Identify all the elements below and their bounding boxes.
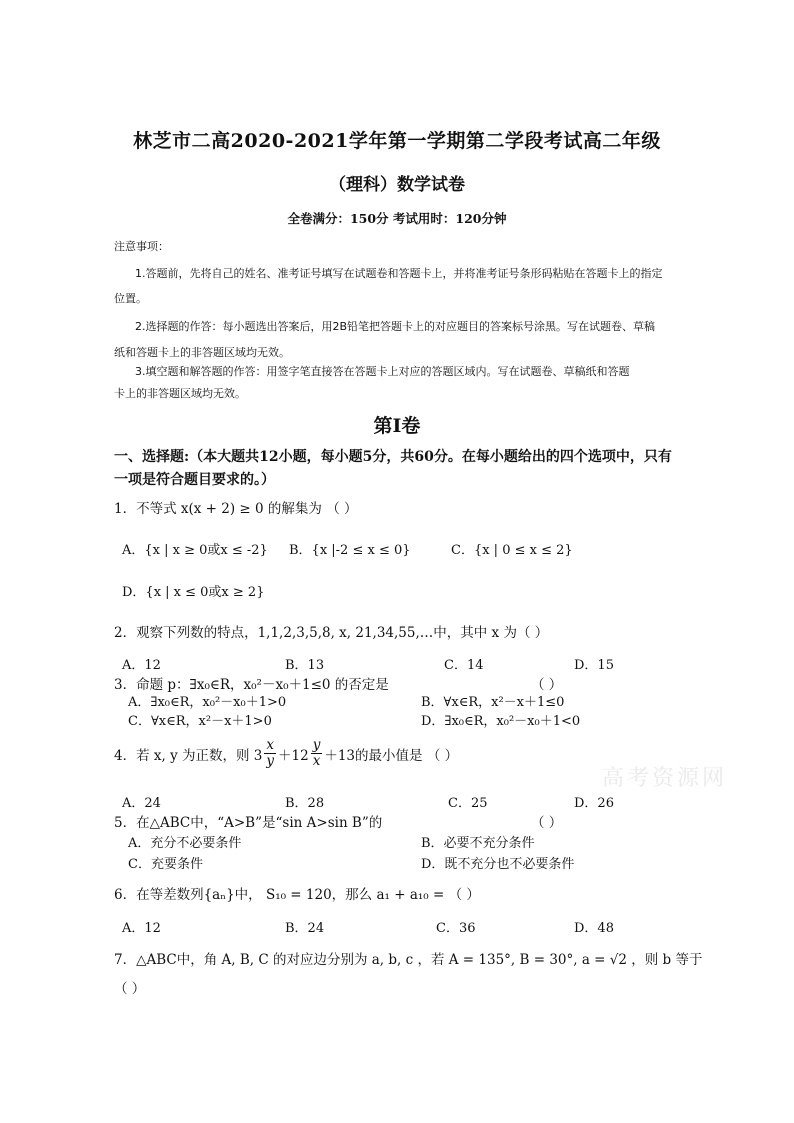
question-3-answer-paren: （ ） — [531, 677, 563, 693]
question-6-option-a: A．12 — [122, 921, 161, 936]
question-4-stem-mid: ＋12 — [278, 747, 309, 764]
fraction-x-over-y-numerator: x — [266, 737, 274, 753]
fraction-y-over-x-denominator: x — [312, 753, 321, 769]
fraction-y-over-x — [311, 738, 323, 769]
fraction-x-over-y-denominator: y — [266, 753, 275, 769]
question-1-stem: 1．不等式 x(x + 2) ≥ 0 的解集为 （ ） — [114, 501, 358, 517]
question-6-option-c: C．36 — [436, 921, 476, 936]
question-4-stem-pre: 4．若 x, y 为正数，则 3 — [114, 747, 263, 764]
question-6-option-b: B．24 — [285, 921, 325, 936]
question-5-stem: 5．在△ABC中，“A>B”是“sin A>sin B”的 — [114, 815, 383, 831]
watermark: 高考资源网 — [602, 766, 728, 791]
question-5-option-b: B．必要不充分条件 — [421, 836, 535, 851]
question-1-option-c: C．{x | 0 ≤ x ≤ 2} — [451, 543, 573, 558]
question-2-stem: 2．观察下列数的特点，1,1,2,3,5,8, x, 21,34,55,…中，其中 x 为（ ） — [114, 625, 549, 641]
question-5-option-a: A．充分不必要条件 — [128, 836, 242, 851]
question-3-stem: 3．命题 p：∃x₀∈R，x₀²－x₀＋1≤0 的否定是 — [114, 677, 389, 693]
question-3-option-c: C．∀x∈R，x²－x＋1>0 — [128, 714, 272, 729]
volume-heading: 第Ⅰ卷 — [373, 415, 421, 437]
note-2-line-1: 2.选择题的作答：每小题选出答案后，用2B铅笔把答题卡上的对应题目的答案标号涂黑。写在试题卷、草稿 — [135, 320, 656, 333]
question-5-option-c: C．充要条件 — [128, 857, 203, 872]
question-3-option-a: A．∃x₀∈R，x₀²－x₀＋1>0 — [128, 695, 287, 710]
question-2-option-c: C．14 — [444, 658, 484, 673]
question-7-answer-paren: （ ） — [114, 981, 146, 997]
note-2-line-2: 纸和答题卡上的非答题区域均无效。 — [114, 346, 290, 359]
question-4-option-c: C．25 — [448, 796, 488, 811]
question-6-option-d: D．48 — [574, 921, 614, 936]
question-2-option-b: B．13 — [285, 658, 325, 673]
question-7-stem: 7．△ABC中，角 A, B, C 的对应边分别为 a, b, c ，若 A = 135°, B = 30°, a = √2 ，则 b 等于 — [114, 952, 703, 968]
question-1-option-d: D．{x | x ≤ 0或x ≥ 2} — [122, 585, 265, 600]
question-4-stem-post: ＋13的最小值是 （ ） — [324, 747, 459, 764]
question-4-option-d: D．26 — [574, 796, 614, 811]
note-3-line-2: 卡上的非答题区域均无效。 — [114, 387, 246, 400]
question-3-option-d: D．∃x₀∈R，x₀²－x₀＋1<0 — [421, 714, 581, 729]
note-1-line-1: 1.答题前，先将自己的姓名、准考证号填写在试题卷和答题卡上，并将准考证号条形码粘贴在答题卡上的指定 — [135, 267, 663, 280]
fraction-y-over-x-numerator: y — [312, 737, 321, 753]
fraction-x-over-y — [264, 738, 276, 769]
question-5-option-d: D．既不充分也不必要条件 — [421, 857, 575, 872]
section-heading-line-1: 一、选择题:（本大题共12小题，每小题5分，共60分。在每小题给出的四个选项中，只有 — [114, 449, 672, 465]
question-6-stem: 6．在等差数列{aₙ}中， S₁₀ = 120，那么 a₁ + a₁₀ = （ ） — [114, 887, 480, 903]
notes-heading: 注意事项： — [114, 240, 169, 253]
question-1-option-a: A．{x | x ≥ 0或x ≤ -2} — [122, 543, 268, 558]
page-title: 林芝市二高2020-2021学年第一学期第二学段考试高二年级 — [133, 130, 661, 152]
question-2-option-a: A．12 — [122, 658, 161, 673]
note-3-line-1: 3.填空题和解答题的作答：用签字笔直接答在答题卡上对应的答题区域内。写在试题卷、草稿纸和答题 — [135, 365, 630, 378]
exam-meta: 全卷满分：150分 考试用时：120分钟 — [287, 211, 507, 226]
note-1-line-2: 位置。 — [114, 292, 147, 305]
question-4-option-b: B．28 — [285, 796, 325, 811]
question-5-answer-paren: （ ） — [531, 815, 563, 831]
section-heading-line-2: 一项是符合题目要求的。） — [114, 472, 275, 488]
question-3-option-b: B．∀x∈R，x²－x＋1≤0 — [421, 695, 565, 710]
question-4-stem — [114, 738, 458, 769]
page-subtitle: （理科）数学试卷 — [329, 175, 465, 195]
question-4-option-a: A．24 — [122, 796, 161, 811]
question-2-option-d: D．15 — [574, 658, 614, 673]
question-1-option-b: B．{x |-2 ≤ x ≤ 0} — [289, 543, 411, 558]
